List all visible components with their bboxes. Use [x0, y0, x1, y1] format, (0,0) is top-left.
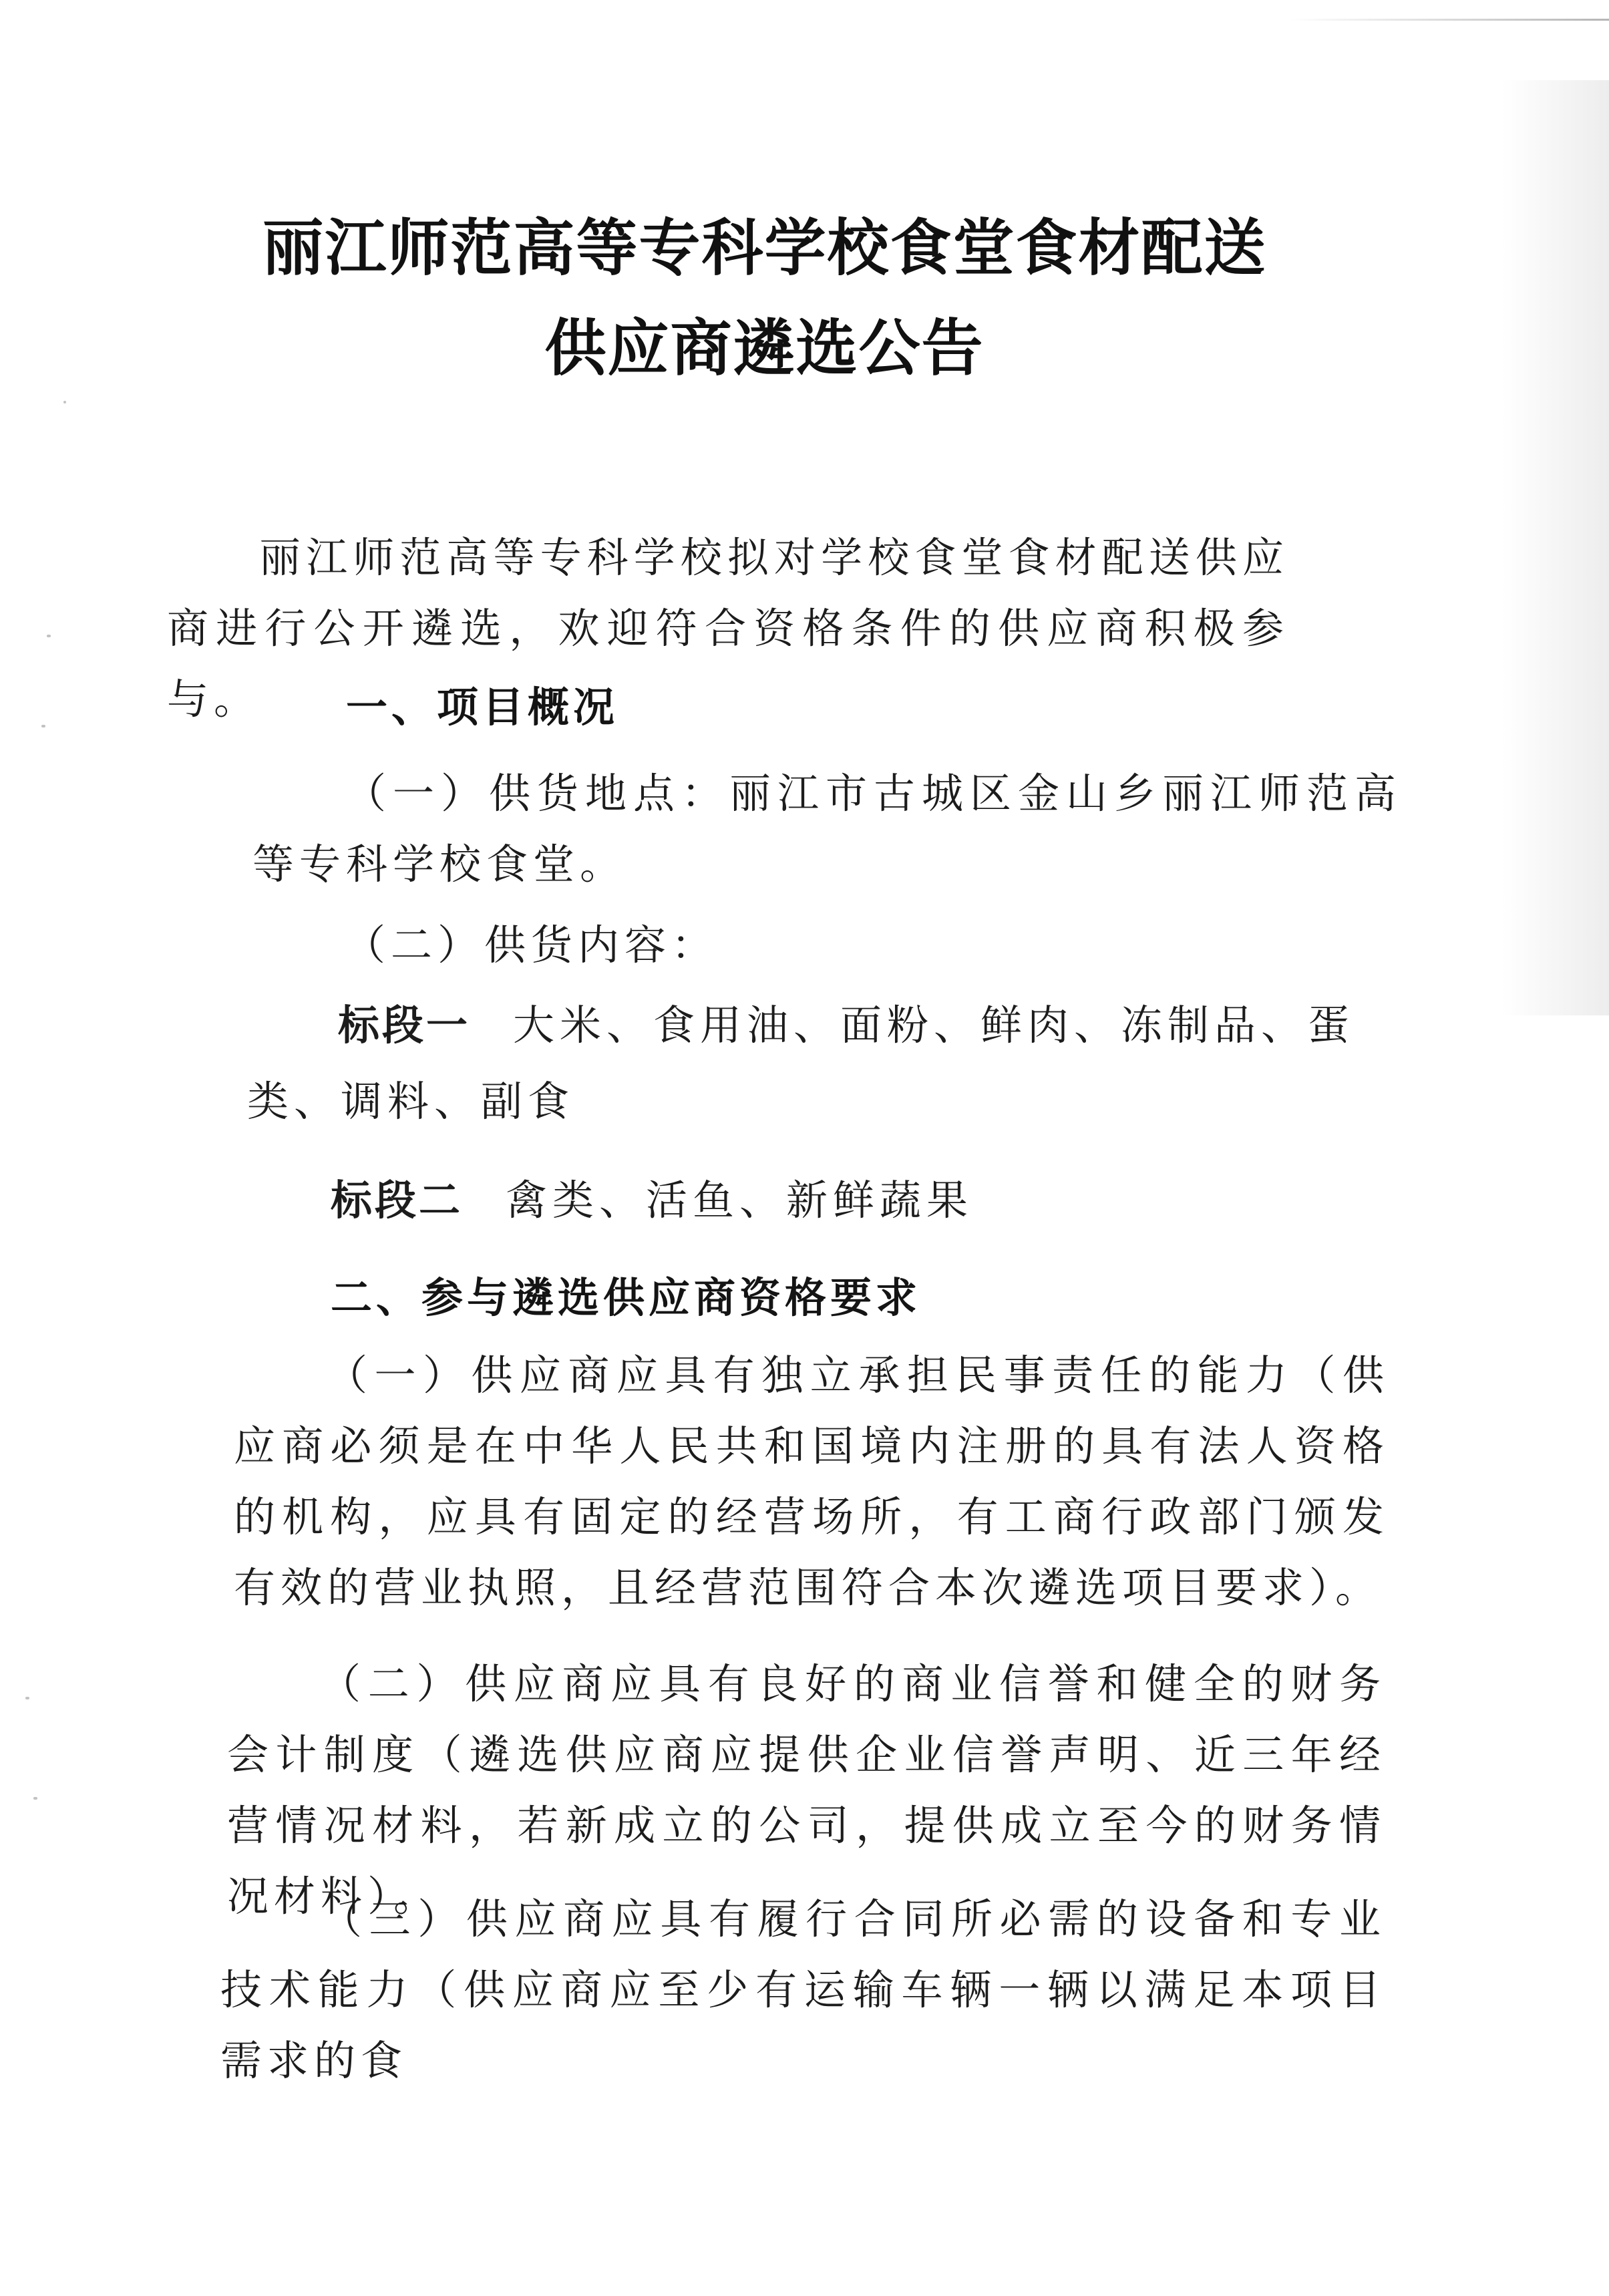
section-2-heading: 二、参与遴选供应商资格要求	[331, 1273, 922, 1322]
supply-location-paragraph: （一）供货地点：丽江市古城区金山乡丽江师范高等专科学校食堂。	[252, 769, 1401, 888]
lot-1-item	[247, 987, 1389, 1140]
lot-2-text: 禽类、活鱼、新鲜蔬果	[506, 1176, 974, 1224]
scan-speck	[47, 635, 51, 637]
intro-paragraph: 丽江师范高等专科学校拟对学校食堂食材配送供应商进行公开遴选，欢迎符合资格条件的供应商积极参与。	[167, 533, 1289, 723]
scan-speck	[25, 1697, 29, 1699]
scan-speck	[63, 401, 66, 403]
section-1-heading: 一、项目概况	[346, 683, 619, 731]
scan-edge-line	[1289, 19, 1609, 21]
document-title-line-1: 丽江师范高等专科学校食堂食材配送	[262, 212, 1267, 284]
lot-2-item	[331, 1162, 1399, 1239]
scan-speck	[33, 1797, 37, 1800]
requirement-2-paragraph: （二）供应商应具有良好的商业信誉和健全的财务会计制度（遴选供应商应提供企业信誉声明、近三年经营情况材料，若新成立的公司，提供成立至今的财务情况材料）。	[227, 1659, 1386, 1921]
scan-speck	[41, 725, 45, 727]
lot-2-label: 标段二	[331, 1176, 464, 1224]
supply-content-heading: （二）供货内容：	[344, 921, 719, 969]
document-title-line-2: 供应商遴选公告	[544, 313, 985, 384]
lot-1-text: 大米、食用油、面粉、鲜肉、冻制品、蛋类、调料、副食	[247, 1001, 1355, 1126]
lot-1-label: 标段一	[338, 1001, 471, 1049]
requirement-3-paragraph: （三）供应商应具有履行合同所必需的设备和专业技术能力（供应商应至少有运输车辆一辆以满足本项目需求的食	[220, 1895, 1386, 2085]
requirement-1-paragraph: （一）供应商应具有独立承担民事责任的能力（供应商必须是在中华人民共和国境内注册的具有法人资格的机构，应具有固定的经营场所，有工商行政部门颁发有效的营业执照，且经营范围符合本次遴选项目要求）。	[234, 1351, 1389, 1612]
